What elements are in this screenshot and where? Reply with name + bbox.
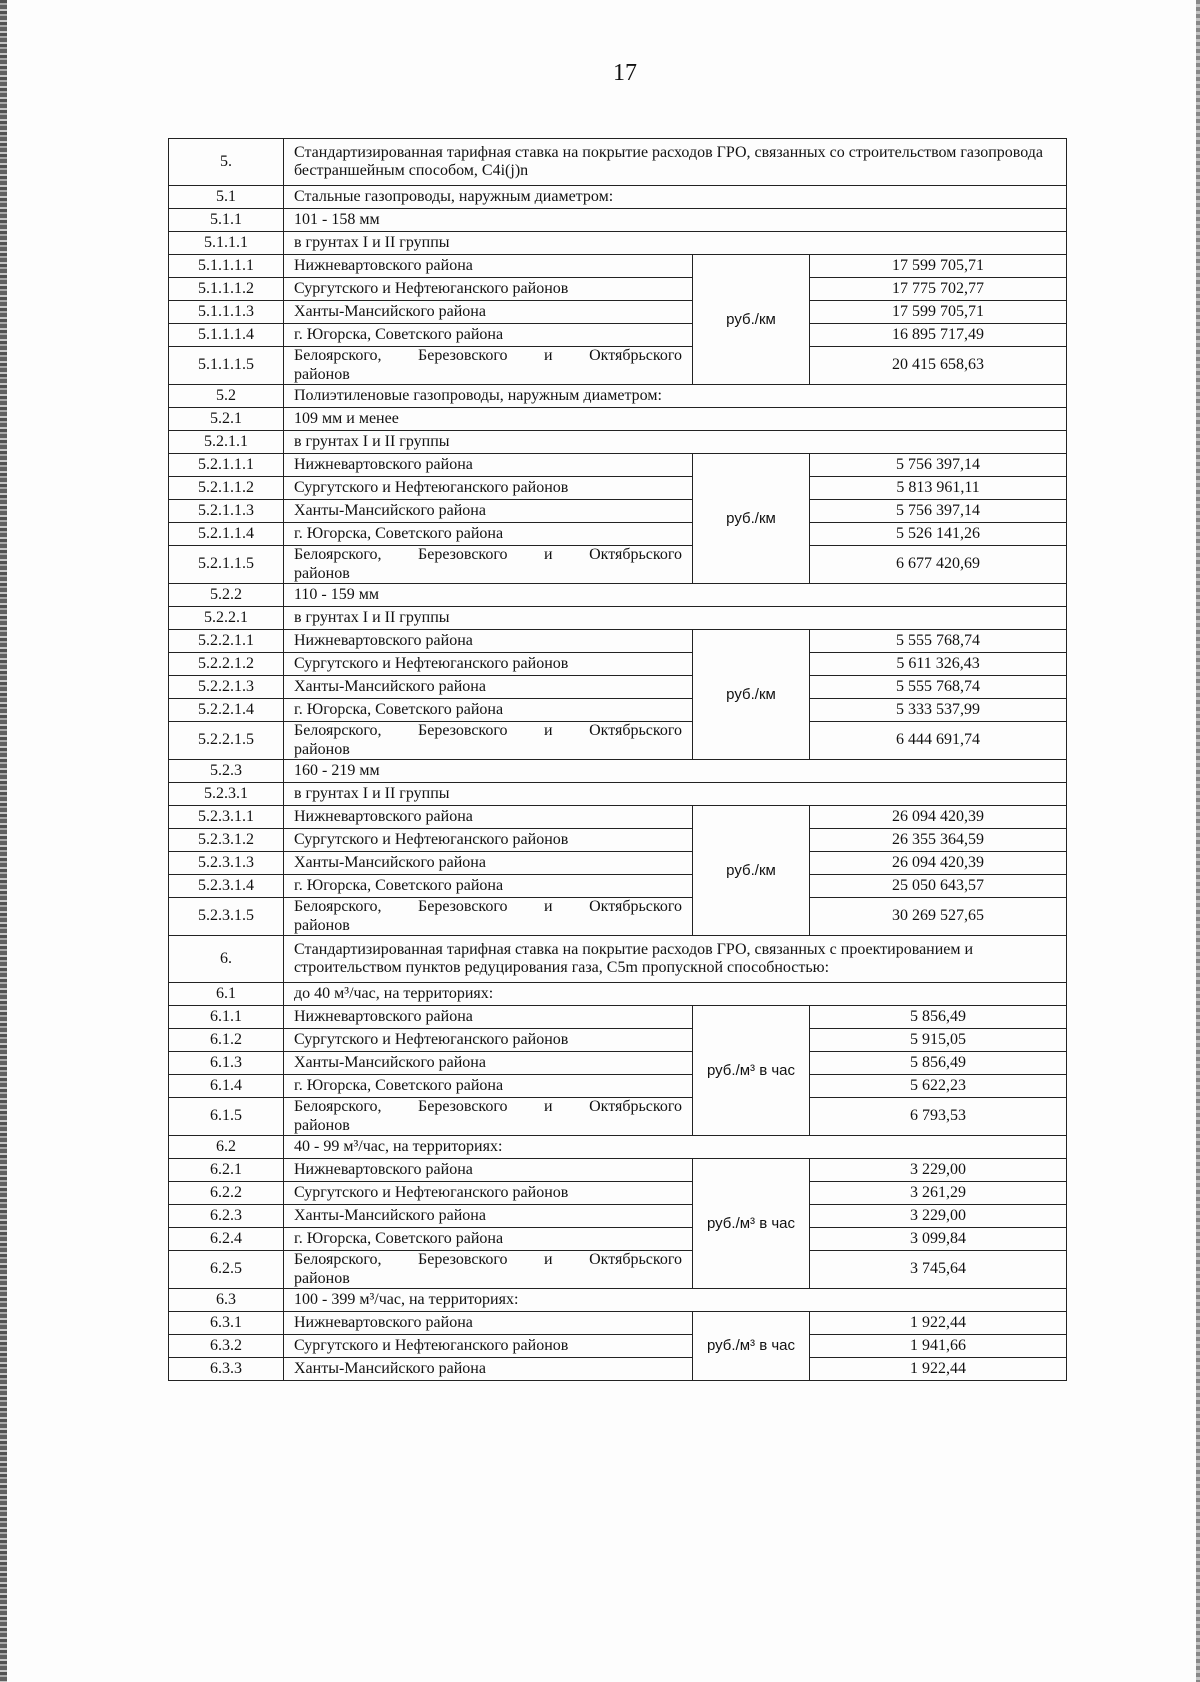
territory-name: Ханты-Мансийского района [284,500,693,523]
subsection-row [169,232,1067,255]
rate-row [169,1228,1067,1251]
rate-value: 3 745,64 [810,1251,1067,1289]
rate-value: 3 229,00 [810,1205,1067,1228]
rate-value: 5 756 397,14 [810,454,1067,477]
item-number: 5.2.3.1 [169,783,284,806]
territory-name: Сургутского и Нефтеюганского районов [284,278,693,301]
rate-row [169,699,1067,722]
subsection-label: 160 - 219 мм [284,760,1067,783]
item-number: 6.1.2 [169,1029,284,1052]
rate-row [169,301,1067,324]
item-number: 6.1.3 [169,1052,284,1075]
subsection-row [169,760,1067,783]
item-number: 6.2.5 [169,1251,284,1289]
territory-name-line2: районов [294,365,350,383]
item-number: 5.2.1.1.1 [169,454,284,477]
scan-edge-left [0,0,7,1682]
subsection-label: 109 мм и менее [284,408,1067,431]
territory-name-line1: Белоярского, Березовского и Октябрьского [294,722,682,740]
item-number: 5.2.2.1.4 [169,699,284,722]
subsection-label: 100 - 399 м³/час, на территориях: [284,1289,1067,1312]
territory-name: Ханты-Мансийского района [284,301,693,324]
rate-value: 3 099,84 [810,1228,1067,1251]
item-number: 6.2.2 [169,1182,284,1205]
rate-value: 26 094 420,39 [810,852,1067,875]
item-number: 5. [169,139,284,186]
rate-value: 6 677 420,69 [810,546,1067,584]
rate-value: 5 915,05 [810,1029,1067,1052]
item-number: 5.2 [169,385,284,408]
rate-row [169,1358,1067,1381]
subsection-row [169,607,1067,630]
item-number: 5.1.1.1.2 [169,278,284,301]
territory-name-line1: Белоярского, Березовского и Октябрьского [294,347,682,365]
rate-row [169,324,1067,347]
territory-name: г. Югорска, Советского района [284,699,693,722]
territory-name [284,347,693,385]
rate-row [169,546,1067,584]
rate-row [169,477,1067,500]
rate-value: 6 444 691,74 [810,722,1067,760]
rate-value: 5 526 141,26 [810,523,1067,546]
territory-name: Нижневартовского района [284,1006,693,1029]
subsection-row [169,209,1067,232]
territory-name: Сургутского и Нефтеюганского районов [284,653,693,676]
item-number: 6.1 [169,983,284,1006]
subsection-label: в грунтах I и II группы [284,431,1067,454]
item-number: 5.1.1.1.1 [169,255,284,278]
unit-cell: руб./км [693,806,810,936]
rate-row [169,347,1067,385]
rate-row [169,630,1067,653]
rate-row [169,1182,1067,1205]
rate-row [169,1029,1067,1052]
rate-value: 5 856,49 [810,1052,1067,1075]
territory-name: Сургутского и Нефтеюганского районов [284,1182,693,1205]
item-number: 5.2.2.1.5 [169,722,284,760]
territory-name: Сургутского и Нефтеюганского районов [284,477,693,500]
tariff-table [168,138,1067,1381]
rate-row [169,1052,1067,1075]
rate-value: 17 599 705,71 [810,301,1067,324]
unit-cell: руб./км [693,255,810,385]
rate-row [169,1312,1067,1335]
item-number: 5.2.1.1.2 [169,477,284,500]
rate-row [169,255,1067,278]
territory-name: г. Югорска, Советского района [284,1228,693,1251]
territory-name: Ханты-Мансийского района [284,1358,693,1381]
territory-name: г. Югорска, Советского района [284,875,693,898]
rate-value: 5 333 537,99 [810,699,1067,722]
rate-row [169,278,1067,301]
territory-name: Сургутского и Нефтеюганского районов [284,1335,693,1358]
item-number: 6.3 [169,1289,284,1312]
rate-value: 3 229,00 [810,1159,1067,1182]
item-number: 6.3.1 [169,1312,284,1335]
rate-row [169,1335,1067,1358]
subsection-row [169,584,1067,607]
territory-name: Нижневартовского района [284,806,693,829]
subsection-row [169,408,1067,431]
rate-value: 6 793,53 [810,1098,1067,1136]
rate-row [169,875,1067,898]
section-title: Стандартизированная тарифная ставка на покрытие расходов ГРО, связанных со строительством газопровода бестраншейным способом, С4i(j)n [284,139,1067,186]
territory-name: Нижневартовского района [284,454,693,477]
subsection-row [169,186,1067,209]
territory-name: Ханты-Мансийского района [284,852,693,875]
unit-cell: руб./км [693,630,810,760]
rate-row [169,898,1067,936]
rate-row [169,806,1067,829]
rate-value: 5 813 961,11 [810,477,1067,500]
subsection-label: в грунтах I и II группы [284,783,1067,806]
rate-row [169,1205,1067,1228]
territory-name: Нижневартовского района [284,1159,693,1182]
section-title-row [169,139,1067,186]
territory-name-line2: районов [294,1269,350,1287]
territory-name: Ханты-Мансийского района [284,1205,693,1228]
subsection-row [169,431,1067,454]
territory-name: г. Югорска, Советского района [284,1075,693,1098]
rate-row [169,1159,1067,1182]
item-number: 5.2.2.1 [169,607,284,630]
territory-name-line2: районов [294,916,350,934]
subsection-label: Полиэтиленовые газопроводы, наружным диаметром: [284,385,1067,408]
subsection-label: до 40 м³/час, на территориях: [284,983,1067,1006]
item-number: 5.2.2 [169,584,284,607]
subsection-label: 40 - 99 м³/час, на территориях: [284,1136,1067,1159]
item-number: 5.1.1.1.3 [169,301,284,324]
subsection-row [169,983,1067,1006]
territory-name: Нижневартовского района [284,630,693,653]
territory-name-line2: районов [294,564,350,582]
item-number: 5.2.3.1.2 [169,829,284,852]
rate-value: 5 622,23 [810,1075,1067,1098]
rate-value: 1 941,66 [810,1335,1067,1358]
item-number: 6.1.4 [169,1075,284,1098]
rate-value: 17 775 702,77 [810,278,1067,301]
tariff-table-body [169,139,1067,1381]
rate-value: 26 355 364,59 [810,829,1067,852]
territory-name: г. Югорска, Советского района [284,324,693,347]
rate-row [169,523,1067,546]
item-number: 5.1.1.1.4 [169,324,284,347]
rate-row [169,722,1067,760]
item-number: 6.1.1 [169,1006,284,1029]
territory-name: г. Югорска, Советского района [284,523,693,546]
territory-name [284,898,693,936]
rate-value: 5 856,49 [810,1006,1067,1029]
territory-name-line1: Белоярского, Березовского и Октябрьского [294,898,682,916]
territory-name-line2: районов [294,1116,350,1134]
rate-row [169,852,1067,875]
rate-row [169,1006,1067,1029]
item-number: 6. [169,936,284,983]
subsection-label: в грунтах I и II группы [284,232,1067,255]
subsection-label: 110 - 159 мм [284,584,1067,607]
rate-value: 16 895 717,49 [810,324,1067,347]
item-number: 6.3.3 [169,1358,284,1381]
rate-value: 25 050 643,57 [810,875,1067,898]
item-number: 6.3.2 [169,1335,284,1358]
item-number: 6.2 [169,1136,284,1159]
rate-value: 5 756 397,14 [810,500,1067,523]
rate-row [169,1251,1067,1289]
item-number: 5.2.1.1.4 [169,523,284,546]
rate-row [169,829,1067,852]
territory-name: Ханты-Мансийского района [284,676,693,699]
rate-row [169,500,1067,523]
section-title: Стандартизированная тарифная ставка на покрытие расходов ГРО, связанных с проектированием и строительством пунктов редуцирования газа, С5m пропускной способностью: [284,936,1067,983]
section-title-row [169,936,1067,983]
subsection-label: 101 - 158 мм [284,209,1067,232]
item-number: 5.2.1.1 [169,431,284,454]
rate-row [169,1075,1067,1098]
item-number: 5.2.1.1.5 [169,546,284,584]
item-number: 5.2.3.1.5 [169,898,284,936]
rate-value: 5 555 768,74 [810,676,1067,699]
item-number: 5.2.3 [169,760,284,783]
territory-name: Сургутского и Нефтеюганского районов [284,1029,693,1052]
item-number: 6.2.3 [169,1205,284,1228]
rate-value: 5 555 768,74 [810,630,1067,653]
item-number: 5.2.3.1.3 [169,852,284,875]
rate-row [169,653,1067,676]
item-number: 5.2.3.1.1 [169,806,284,829]
item-number: 5.1 [169,186,284,209]
rate-value: 3 261,29 [810,1182,1067,1205]
subsection-label: Стальные газопроводы, наружным диаметром: [284,186,1067,209]
territory-name [284,1098,693,1136]
rate-value: 17 599 705,71 [810,255,1067,278]
item-number: 5.1.1.1 [169,232,284,255]
item-number: 5.2.2.1.2 [169,653,284,676]
item-number: 5.2.1 [169,408,284,431]
territory-name-line1: Белоярского, Березовского и Октябрьского [294,1251,682,1269]
scan-edge-right [1196,0,1200,1682]
page-number: 17 [613,60,637,86]
subsection-label: в грунтах I и II группы [284,607,1067,630]
territory-name: Нижневартовского района [284,1312,693,1335]
territory-name [284,546,693,584]
item-number: 5.2.2.1.1 [169,630,284,653]
territory-name [284,1251,693,1289]
territory-name-line2: районов [294,740,350,758]
item-number: 5.2.3.1.4 [169,875,284,898]
territory-name: Сургутского и Нефтеюганского районов [284,829,693,852]
subsection-row [169,1289,1067,1312]
rate-value: 1 922,44 [810,1312,1067,1335]
unit-cell: руб./км [693,454,810,584]
rate-value: 5 611 326,43 [810,653,1067,676]
item-number: 5.2.2.1.3 [169,676,284,699]
item-number: 5.1.1 [169,209,284,232]
rate-value: 26 094 420,39 [810,806,1067,829]
subsection-row [169,385,1067,408]
territory-name-line1: Белоярского, Березовского и Октябрьского [294,546,682,564]
subsection-row [169,1136,1067,1159]
territory-name: Нижневартовского района [284,255,693,278]
territory-name-line1: Белоярского, Березовского и Октябрьского [294,1098,682,1116]
item-number: 6.1.5 [169,1098,284,1136]
rate-row [169,1098,1067,1136]
unit-cell: руб./м³ в час [693,1159,810,1289]
subsection-row [169,783,1067,806]
item-number: 5.1.1.1.5 [169,347,284,385]
rate-row [169,676,1067,699]
rate-value: 20 415 658,63 [810,347,1067,385]
item-number: 5.2.1.1.3 [169,500,284,523]
unit-cell: руб./м³ в час [693,1312,810,1381]
territory-name [284,722,693,760]
rate-value: 30 269 527,65 [810,898,1067,936]
unit-cell: руб./м³ в час [693,1006,810,1136]
item-number: 6.2.4 [169,1228,284,1251]
territory-name: Ханты-Мансийского района [284,1052,693,1075]
rate-row [169,454,1067,477]
item-number: 6.2.1 [169,1159,284,1182]
rate-value: 1 922,44 [810,1358,1067,1381]
